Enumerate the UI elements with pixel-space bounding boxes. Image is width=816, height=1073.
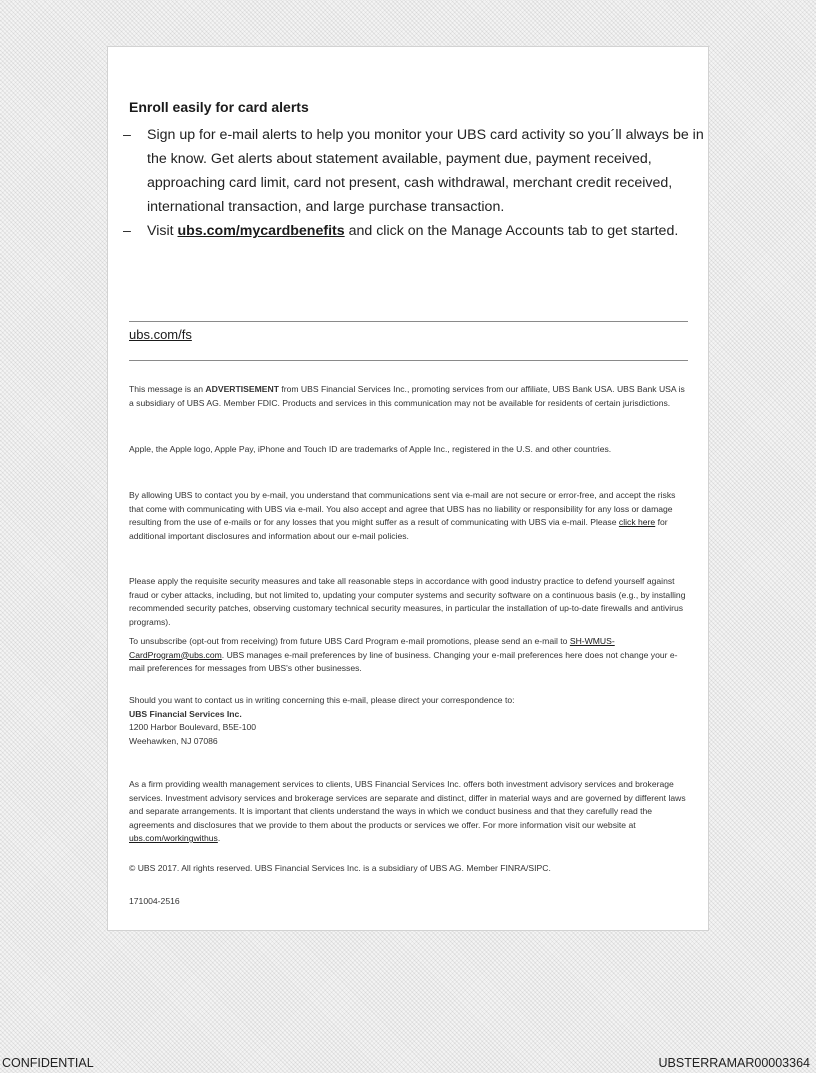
divider bbox=[129, 360, 688, 361]
list-item bbox=[123, 123, 707, 219]
trademark-disclosure: Apple, the Apple logo, Apple Pay, iPhone and Touch ID are trademarks of Apple Inc., registered in the U.S. and other countries. bbox=[129, 444, 612, 454]
unsubscribe-email-link[interactable]: SH-WMUS-CardProgram@ubs.com bbox=[129, 636, 615, 660]
contact-intro: Should you want to contact us in writing concerning this e-mail, please direct your correspondence to: bbox=[129, 695, 515, 705]
disclosure-text: To unsubscribe (opt-out from receiving) from future UBS Card Program e-mail promotions, please send an e-mail to bbox=[129, 636, 570, 646]
disclosure-text: . UBS manages e-mail preferences by line of business. Changing your e-mail preferences here does not change your e-mail preferences for messages from UBS's other businesses. bbox=[129, 649, 678, 673]
disclosure-text: for additional important disclosures and information about our e-mail policies. bbox=[129, 517, 668, 541]
bullet-text-post: and click on the Manage Accounts tab to get started. bbox=[344, 223, 679, 239]
company-name: UBS Financial Services Inc. bbox=[129, 708, 242, 719]
bates-number: UBSTERRAMAR00003364 bbox=[658, 1056, 810, 1070]
alerts-list bbox=[123, 123, 707, 243]
workingwithus-link[interactable]: ubs.com/workingwithus bbox=[129, 833, 218, 843]
divider bbox=[129, 321, 688, 322]
advisory-disclosure bbox=[129, 778, 688, 846]
confidential-label: CONFIDENTIAL bbox=[2, 1056, 94, 1070]
bullet-dash: – bbox=[123, 223, 131, 239]
disclosure-text: As a firm providing wealth management services to clients, UBS Financial Services Inc. offers both investment advisory services and brokerage services. Investment advisory services and brokerage services are separate and distinct, differ in material ways and are governed by different laws and separate arrangements. It is important that clients understand the ways in which we conduct business and that they carefully read the agreements and disclosures that we provide to them about the products or services we offer. For more information visit our website at bbox=[129, 779, 686, 830]
email-body bbox=[107, 46, 709, 931]
disclosure-text: This message is an bbox=[129, 384, 206, 394]
bullet-text: Sign up for e-mail alerts to help you monitor your UBS card activity so you´ll always be in the know. Get alerts about statement available, payment due, payment received, approaching card limit, card not present, cash withdrawal, merchant credit received, international transaction, and large purchase transaction. bbox=[147, 127, 704, 215]
list-item bbox=[123, 219, 707, 243]
copyright-notice: © UBS 2017. All rights reserved. UBS Financial Services Inc. is a subsidiary of UBS AG. Member FINRA/SIPC. bbox=[129, 863, 551, 873]
alerts-heading: Enroll easily for card alerts bbox=[129, 99, 309, 115]
contact-block bbox=[129, 694, 688, 748]
mycardbenefits-link[interactable]: ubs.com/mycardbenefits bbox=[177, 223, 345, 239]
disclosure-text: By allowing UBS to contact you by e-mail, you understand that communications sent via e-mail are not secure or error-free, and accept the risks that come with communicating with UBS via e-mail. You also accept and agree that UBS has no liability or responsibility for any loss or damage resulting from the use of e-mails or for any losses that you might suffer as a result of communicating with UBS via e-mail. Please bbox=[129, 490, 676, 527]
address-line: Weehawken, NJ 07086 bbox=[129, 735, 218, 746]
unsubscribe-disclosure bbox=[129, 635, 688, 676]
disclosure-text: from UBS Financial Services Inc., promoting services from our affiliate, UBS Bank USA. UBS Bank USA is a subsidiary of UBS AG. Member FDIC. Products and services in this communication may not be available for residents of certain jurisdictions. bbox=[129, 384, 685, 408]
address-line: 1200 Harbor Boulevard, B5E-100 bbox=[129, 722, 257, 732]
ubs-fs-link[interactable]: ubs.com/fs bbox=[129, 327, 192, 342]
click-here-link[interactable]: click here bbox=[618, 517, 656, 527]
advertisement-label: ADVERTISEMENT bbox=[205, 384, 279, 394]
bullet-dash: – bbox=[123, 127, 131, 143]
email-risk-disclosure bbox=[129, 489, 688, 543]
disclosure-text: . bbox=[217, 833, 221, 843]
security-disclosure: Please apply the requisite security measures and take all reasonable steps in accordance with good industry practice to defend yourself against fraud or cyber attacks, including, but not limited to, updating your computer systems and security software on a continuous basis (e.g., by installing recommended security patches, observing customary technical security measures, in particular the installation of up-to-date firewalls and antivirus programs). bbox=[129, 576, 686, 627]
advertisement-disclosure bbox=[129, 383, 688, 410]
document-code: 171004-2516 bbox=[129, 896, 180, 906]
bullet-text-pre: Visit bbox=[147, 223, 178, 239]
